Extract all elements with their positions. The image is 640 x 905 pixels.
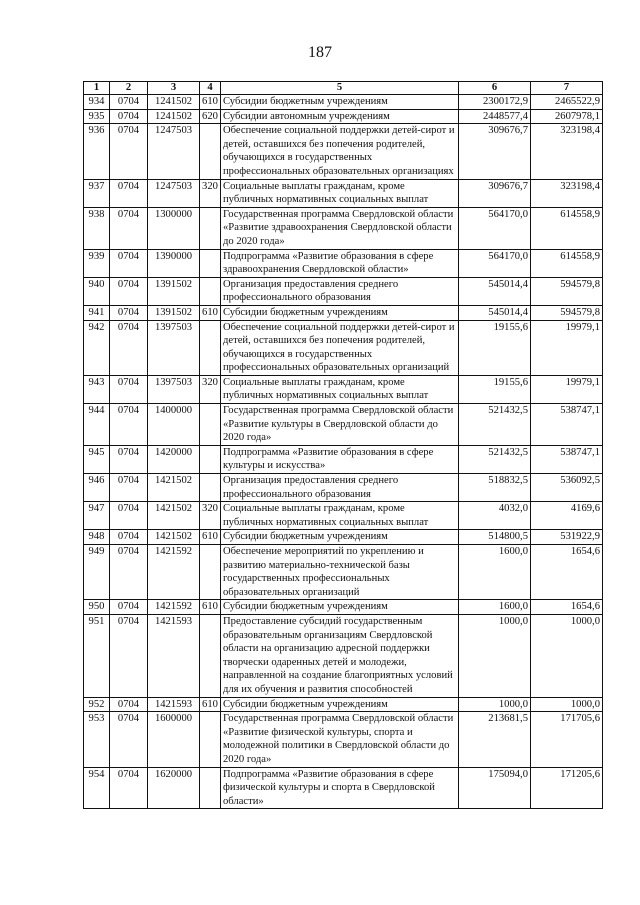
table-row [84,179,603,207]
row-number: 936 [84,124,110,179]
amount-col-7: 1654,6 [531,545,603,600]
expense-type-code [200,767,221,809]
item-name: Подпрограмма «Развитие образования в сфере физической культуры и спорта в Свердловской области» [221,767,459,809]
amount-col-6: 1600,0 [459,600,531,615]
amount-col-7: 2607978,1 [531,109,603,124]
table-row [84,445,603,473]
amount-col-6: 564170,0 [459,207,531,249]
expense-type-code [200,445,221,473]
amount-col-7: 1000,0 [531,614,603,697]
amount-col-7: 594579,8 [531,305,603,320]
row-number: 954 [84,767,110,809]
row-number: 943 [84,375,110,403]
table-row [84,109,603,124]
item-name: Субсидии бюджетным учреждениям [221,697,459,712]
target-article-code: 1247503 [148,179,200,207]
row-number: 948 [84,530,110,545]
target-article-code: 1391502 [148,305,200,320]
target-article-code: 1421502 [148,502,200,530]
amount-col-7: 323198,4 [531,124,603,179]
amount-col-6: 564170,0 [459,249,531,277]
section-code: 0704 [110,277,148,305]
expense-type-code [200,614,221,697]
expense-type-code: 610 [200,95,221,110]
expense-type-code [200,320,221,375]
expense-type-code [200,249,221,277]
row-number: 939 [84,249,110,277]
section-code: 0704 [110,545,148,600]
amount-col-7: 538747,1 [531,404,603,446]
amount-col-7: 19979,1 [531,375,603,403]
expense-type-code [200,474,221,502]
table-row [84,545,603,600]
amount-col-7: 594579,8 [531,277,603,305]
item-name: Организация предоставления среднего профессионального образования [221,277,459,305]
expense-type-code: 320 [200,375,221,403]
section-code: 0704 [110,530,148,545]
column-header: 1 [84,82,110,95]
row-number: 934 [84,95,110,110]
expense-type-code: 320 [200,502,221,530]
expense-type-code [200,712,221,767]
amount-col-7: 4169,6 [531,502,603,530]
section-code: 0704 [110,614,148,697]
target-article-code: 1397503 [148,375,200,403]
section-code: 0704 [110,249,148,277]
table-row [84,712,603,767]
target-article-code: 1421502 [148,474,200,502]
item-name: Социальные выплаты гражданам, кроме публичных нормативных социальных выплат [221,375,459,403]
amount-col-7: 538747,1 [531,445,603,473]
row-number: 953 [84,712,110,767]
expense-type-code [200,545,221,600]
table-row [84,320,603,375]
target-article-code: 1400000 [148,404,200,446]
amount-col-6: 521432,5 [459,445,531,473]
row-number: 935 [84,109,110,124]
target-article-code: 1300000 [148,207,200,249]
table-row [84,530,603,545]
amount-col-7: 2465522,9 [531,95,603,110]
table-row [84,95,603,110]
expense-type-code: 610 [200,305,221,320]
table-row [84,404,603,446]
table-row [84,124,603,179]
amount-col-6: 1600,0 [459,545,531,600]
amount-col-7: 531922,9 [531,530,603,545]
section-code: 0704 [110,600,148,615]
item-name: Подпрограмма «Развитие образования в сфере здравоохранения Свердловской области» [221,249,459,277]
section-code: 0704 [110,179,148,207]
row-number: 951 [84,614,110,697]
item-name: Социальные выплаты гражданам, кроме публичных нормативных социальных выплат [221,179,459,207]
amount-col-6: 175094,0 [459,767,531,809]
expense-type-code [200,207,221,249]
item-name: Государственная программа Свердловской области «Развитие здравоохранения Свердловской области до 2020 года» [221,207,459,249]
target-article-code: 1421592 [148,600,200,615]
amount-col-7: 1654,6 [531,600,603,615]
item-name: Предоставление субсидий государственным образовательным организациям Свердловской области на организацию адресной поддержки творчески одаренных детей и молодежи, направленной на создание благоприятных условий для их обучения и развития способностей [221,614,459,697]
amount-col-6: 2300172,9 [459,95,531,110]
item-name: Подпрограмма «Развитие образования в сфере культуры и искусства» [221,445,459,473]
item-name: Государственная программа Свердловской области «Развитие культуры в Свердловской области до 2020 года» [221,404,459,446]
item-name: Государственная программа Свердловской области «Развитие физической культуры, спорта и молодежной политики в Свердловской области до 2020 года» [221,712,459,767]
section-code: 0704 [110,712,148,767]
amount-col-6: 518832,5 [459,474,531,502]
target-article-code: 1421593 [148,614,200,697]
row-number: 946 [84,474,110,502]
budget-table [83,81,603,809]
amount-col-6: 514800,5 [459,530,531,545]
item-name: Субсидии бюджетным учреждениям [221,95,459,110]
amount-col-6: 2448577,4 [459,109,531,124]
amount-col-6: 309676,7 [459,124,531,179]
row-number: 942 [84,320,110,375]
section-code: 0704 [110,697,148,712]
table-row [84,277,603,305]
amount-col-6: 19155,6 [459,320,531,375]
section-code: 0704 [110,474,148,502]
amount-col-7: 19979,1 [531,320,603,375]
row-number: 950 [84,600,110,615]
column-header: 4 [200,82,221,95]
column-header: 5 [221,82,459,95]
section-code: 0704 [110,95,148,110]
row-number: 949 [84,545,110,600]
amount-col-6: 545014,4 [459,277,531,305]
section-code: 0704 [110,767,148,809]
section-code: 0704 [110,109,148,124]
amount-col-7: 171705,6 [531,712,603,767]
item-name: Организация предоставления среднего профессионального образования [221,474,459,502]
item-name: Социальные выплаты гражданам, кроме публичных нормативных социальных выплат [221,502,459,530]
item-name: Обеспечение мероприятий по укреплению и развитию материально-технической базы государственных профессиональных образовательных организаций [221,545,459,600]
expense-type-code [200,404,221,446]
section-code: 0704 [110,404,148,446]
target-article-code: 1421502 [148,530,200,545]
amount-col-6: 4032,0 [459,502,531,530]
expense-type-code: 320 [200,179,221,207]
target-article-code: 1247503 [148,124,200,179]
expense-type-code: 620 [200,109,221,124]
target-article-code: 1600000 [148,712,200,767]
expense-type-code: 610 [200,530,221,545]
target-article-code: 1391502 [148,277,200,305]
table-row [84,697,603,712]
target-article-code: 1241502 [148,109,200,124]
table-row [84,375,603,403]
target-article-code: 1420000 [148,445,200,473]
table-row [84,502,603,530]
amount-col-6: 19155,6 [459,375,531,403]
table-row [84,767,603,809]
row-number: 941 [84,305,110,320]
amount-col-6: 545014,4 [459,305,531,320]
row-number: 940 [84,277,110,305]
section-code: 0704 [110,305,148,320]
amount-col-7: 614558,9 [531,207,603,249]
column-header: 3 [148,82,200,95]
amount-col-7: 614558,9 [531,249,603,277]
section-code: 0704 [110,124,148,179]
amount-col-7: 171205,6 [531,767,603,809]
section-code: 0704 [110,320,148,375]
row-number: 945 [84,445,110,473]
table-row [84,249,603,277]
item-name: Субсидии бюджетным учреждениям [221,530,459,545]
section-code: 0704 [110,375,148,403]
item-name: Обеспечение социальной поддержки детей-сирот и детей, оставшихся без попечения родителей, обучающихся в государственных профессиональных образовательных организаций [221,320,459,375]
row-number: 937 [84,179,110,207]
target-article-code: 1397503 [148,320,200,375]
target-article-code: 1421593 [148,697,200,712]
target-article-code: 1421592 [148,545,200,600]
section-code: 0704 [110,445,148,473]
row-number: 938 [84,207,110,249]
amount-col-7: 323198,4 [531,179,603,207]
amount-col-7: 1000,0 [531,697,603,712]
item-name: Субсидии автономным учреждениям [221,109,459,124]
page-number: 187 [308,44,332,61]
amount-col-6: 309676,7 [459,179,531,207]
expense-type-code [200,124,221,179]
table-body [84,95,603,809]
table-row [84,474,603,502]
item-name: Субсидии бюджетным учреждениям [221,600,459,615]
amount-col-6: 213681,5 [459,712,531,767]
column-header: 6 [459,82,531,95]
target-article-code: 1620000 [148,767,200,809]
section-code: 0704 [110,207,148,249]
item-name: Субсидии бюджетным учреждениям [221,305,459,320]
expense-type-code [200,277,221,305]
target-article-code: 1390000 [148,249,200,277]
section-code: 0704 [110,502,148,530]
amount-col-6: 1000,0 [459,614,531,697]
table-row [84,600,603,615]
amount-col-6: 521432,5 [459,404,531,446]
expense-type-code: 610 [200,600,221,615]
row-number: 952 [84,697,110,712]
table-row [84,305,603,320]
target-article-code: 1241502 [148,95,200,110]
table-row [84,207,603,249]
header-row [84,82,603,95]
amount-col-7: 536092,5 [531,474,603,502]
item-name: Обеспечение социальной поддержки детей-сирот и детей, оставшихся без попечения родителей, обучающихся в государственных профессиональных образовательных организациях [221,124,459,179]
table-row [84,614,603,697]
row-number: 947 [84,502,110,530]
column-header: 2 [110,82,148,95]
column-header: 7 [531,82,603,95]
expense-type-code: 610 [200,697,221,712]
amount-col-6: 1000,0 [459,697,531,712]
row-number: 944 [84,404,110,446]
